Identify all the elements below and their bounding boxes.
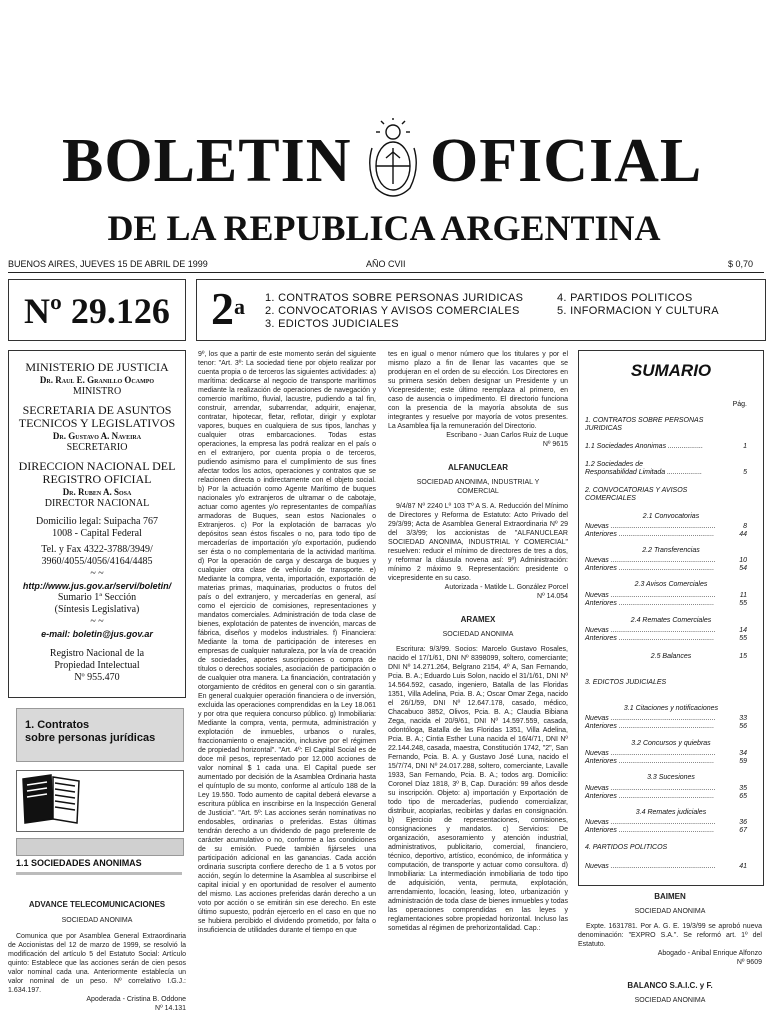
- secretary-name: Dr. Gustavo A. Naveira: [52, 431, 142, 441]
- sumario-item-2-3: 2.3 Avisos Comerciales: [634, 581, 708, 588]
- page-number: 36: [739, 819, 747, 826]
- notice-body-alfanuclear: 9/4/87 Nº 2240 Lº 103 Tº A S. A. Reducción del Mínimo de Directores y Reforma de Estatuto: Acto Privado del 29/3/99; Acta de Asamblea General Extraordinaria Nº 29 del 3/3/99; los accionistas de "ALFANUCLEAR SOCIEDAD ANONIMA, INDUSTRIAL Y COMERCIAL" resuelven: reducir el mínimo de directores de tres a dos, y reformar la cláusula novena así: 9º) Administración: mínimo 2 máximo 9. Representación: presidente o vicepresidente en su caso.: [388, 503, 568, 582]
- website-link[interactable]: http://www.jus.gov.ar/servi/boletin/: [22, 581, 172, 591]
- sumario-item-2-3-anteriores[interactable]: [585, 600, 757, 608]
- notice-signature-2: Autorizada - Matilde L. González Porcel: [444, 584, 568, 591]
- company-type-balanco: SOCIEDAD ANONIMA: [634, 997, 706, 1004]
- company-name: ADVANCE TELECOMUNICACIONES: [28, 900, 166, 909]
- company-name-alfanuclear: ALFANUCLEAR: [448, 463, 508, 472]
- sumario-section-2[interactable]: [585, 487, 757, 503]
- notice-number: Nº 14.131: [155, 1005, 186, 1012]
- divider-tilde-2: ~ ~: [90, 616, 104, 627]
- dateline: BUENOS AIRES, JUEVES 15 DE ABRIL DE 1999: [8, 259, 208, 269]
- nuevas-label: Nuevas ......................................................: [585, 627, 716, 634]
- summary-line: Sumario 1ª Sección: [57, 592, 137, 603]
- page-number: 54: [739, 565, 747, 572]
- sumario-section-4[interactable]: 4. PARTIDOS POLITICOS: [585, 844, 668, 851]
- registry-line-2: Propiedad Intelectual: [54, 660, 140, 671]
- subsection-heading: 1.1 SOCIEDADES ANONIMAS: [16, 858, 142, 868]
- anteriores-label: Anteriores .................................................: [585, 635, 715, 642]
- nuevas-label: Nuevas ......................................................: [585, 557, 716, 564]
- sumario-item-3-2-nuevas[interactable]: [585, 750, 757, 758]
- address-line: Domicilio legal: Suipacha 767: [36, 516, 158, 527]
- section-heading-line-1: 1. Contratos: [25, 719, 90, 731]
- sumario-item-1-2-label-2: Responsabilidad Limitada ..................: [585, 469, 703, 476]
- page-column-header: Pág.: [732, 401, 747, 408]
- page-number: 10: [739, 557, 747, 564]
- notice-number-1: Nº 9615: [542, 441, 568, 448]
- left-notice: [8, 900, 186, 1013]
- header-rule: [8, 272, 764, 273]
- sumario-section-2-label: 2. CONVOCATORIAS Y AVISOS: [585, 487, 688, 494]
- sumario-item-1-1-label: 1.1 Sociedades Anonimas ..................: [585, 443, 704, 450]
- masthead-title-right: OFICIAL: [430, 127, 703, 195]
- divider-tilde-1: ~ ~: [90, 568, 104, 579]
- director-name: Dr. Ruben A. Sosa: [62, 487, 132, 497]
- anteriores-label: Anteriores .................................................: [585, 600, 715, 607]
- book-illustration-box: [16, 770, 184, 832]
- sumario-section-1-label-2: JURIDICAS: [585, 425, 622, 432]
- anteriores-label: Anteriores .................................................: [585, 723, 715, 730]
- page-number: 65: [739, 793, 747, 800]
- sumario-item-2-4: 2.4 Remates Comerciales: [630, 617, 712, 624]
- anteriores-label: Anteriores .................................................: [585, 531, 715, 538]
- sumario-item-3-2-anteriores[interactable]: [585, 758, 757, 766]
- page-number: 44: [739, 531, 747, 538]
- page-number: 11: [739, 592, 747, 599]
- notice-signature-1: Escribano - Juan Carlos Ruiz de Luque: [446, 432, 568, 439]
- minister-name: Dr. Raul E. Granillo Ocampo: [39, 375, 155, 385]
- masthead-title-left: BOLETIN: [62, 127, 352, 195]
- sumario-item-2-1-anteriores[interactable]: [585, 531, 757, 539]
- issue-number: Nº 29.126: [8, 279, 186, 341]
- sumario-section-1-label: 1. CONTRATOS SOBRE PERSONAS: [585, 417, 704, 424]
- notice-body-baimen: Expte. 1631781. Por A. G. E. 19/3/99 se aprobó nueva denominación: "EXPRO S.A.". Se reformó art. 1º del Estatuto.: [578, 923, 762, 948]
- sumario-item-3-1-anteriores[interactable]: [585, 723, 757, 731]
- nuevas-label: Nuevas ......................................................: [585, 715, 716, 722]
- year-label: AÑO CVII: [366, 259, 406, 269]
- page-number: 55: [739, 635, 747, 642]
- section-item-1: 1. CONTRATOS SOBRE PERSONAS JURIDICAS: [265, 292, 524, 304]
- sumario-item-1-2-label: 1.2 Sociedades de: [585, 461, 643, 468]
- section-number-digit: 2: [211, 283, 234, 334]
- phone-line-2: 3960/4055/4056/4164/4485: [41, 556, 153, 567]
- sumario-item-2-5[interactable]: [585, 653, 757, 661]
- secretary-title: SECRETARIO: [66, 442, 128, 453]
- secretariat-name-2: TECNICOS Y LEGISLATIVOS: [18, 416, 176, 430]
- section-item-2: 2. CONVOCATORIAS Y AVISOS COMERCIALES: [265, 305, 520, 317]
- email-link[interactable]: e-mail: boletin@jus.gov.ar: [41, 629, 153, 639]
- sumario-item-2-2: 2.2 Transferencias: [642, 547, 700, 554]
- sumario-item-2-2-nuevas[interactable]: [585, 557, 757, 565]
- gray-separator-line: [16, 872, 182, 875]
- anteriores-label: Anteriores .................................................: [585, 565, 715, 572]
- sumario-section-2-label-2: COMERCIALES: [585, 495, 636, 502]
- section-item-4: 4. PARTIDOS POLITICOS: [557, 292, 693, 304]
- notice-body: Comunica que por Asamblea General Extraordinaria de Accionistas del 12 de marzo de 1999, se resolvió la modificación del artículo 5 del Estatuto Social: Artículo quinto: Establece que las acciones serán de cien pesos valor nominal cada una. Anteriormente establecía un valor nominal de un peso. Nº correlativo I.G.J.: 1.634.197.: [8, 933, 186, 994]
- sumario-item-2-4-anteriores[interactable]: [585, 635, 757, 643]
- price-label: $ 0,70: [728, 259, 754, 269]
- coat-of-arms-emblem: [364, 118, 422, 198]
- anteriores-label: Anteriores .................................................: [585, 827, 715, 834]
- sumario-box: [578, 350, 764, 886]
- page-number: 33: [739, 715, 747, 722]
- directorate-name-1: DIRECCION NACIONAL DEL: [18, 459, 176, 473]
- column-middle-left-text: 9º, los que a partir de este momento serán del siguiente tenor: "Art. 3º: La sociedad tiene por objeto realizar por cuenta propia o de terceros las siguientes actividades: a) marítima: dedicarse al negocio de transporte marítimos mediante la realización de operaciones de navegación y comercio marítimo, fluvial, lacustre, pudiendo a tal fin, construir, arrendar, subarrendar, adquirir, enajenar, contratar, hipotecar, fletar, reflotar, dirigir y explotar vapores, buques en cualquiera de sus tipos, lanchas y cualquier otras embarcaciones. Todas estas operaciones, la empresa las podrá realizar en el país o en el extranjero, por cuenta propia o de terceros, pudiendo asimismo para el cumplimiento de sus fines afectar todos los actos, operaciones y contratos que se relacionen directa o indirectamente con el objeto social. b) Por la actuación como Agente Marítimo de buques nacionales y/o extranjeros de ultramar o de cabotaje, actuar como agentes y/o representantes de compañías armadoras de Buques, sean estos Nacionales o Extranjeros. c) Por la explotación de barracas y/o depósitos sean éstos fiscales o no, para todo tipo de mercaderías de importación y/o exportación, pudiendo ser ésta o no complementaria de la actividad marítima. d) Por la operación de carga y descarga de buques y cualquier otra clase de vehículo de transporte. e) Mediante la compra, venta, importación, exportación de materias primas, maquinarias, productos o frutos del país o del extranjero, y mercaderías en general, así como el ejercicio de comisiones, representaciones y mandatos comerciales. Administración de toda clase de bienes, explotación de patentes de invención, marcas de fábrica, diseños y modelos industriales. f) Financiera: Mediante la toma de participación de intereses en empresas de cualquier naturaleza, por la vía de creación de sociedades, aportes suscripciones o compra de títulos o derechos sociales, asociación de participación o de cualquier otra manera. La financiación, contratación y otorgamiento de créditos en general con o sin garantía. En general cualquier operación financiera o de inversión, excluida las operaciones comprendidas en la Ley 18.061 y por otra que requiera concurso público. g) Inmobiliaria: Mediante la compra, venta, permuta, administración y explotación de inmuebles, urbanos o rurales, fraccionamiento o enajenación, inclusive por el régimen de propiedad horizontal". "Art. 4º: El Capital Social es de doce mil pesos, representado por 12.000 acciones de valor nominal $ 1 cada una. El Capital puede ser aumentado por decisión de la Asamblea Ordinaria hasta el quíntuplo de su monto, conforme al artículo 188 de la Ley 19.550. Todo aumento de capital deberá elevarse a escritura pública en inscribirse en la Inspección General de Justicia". "Art. 5º: Las acciones serán nominativas no endosables, ordinarias o preferidas. Estas últimas tendrán derecho a un dividendo de pago preferente de carácter acumulativo o no, conforme a las condiciones de su emisión. Puede también fijárseles una participación adicional en las ganancias. Cada acción ordinaria suscripta confiere derecho de 1 a 5 votos por acción, según lo determine la Asamblea al suscribirse el capital inicial y en oportunidad de resolver el aumento del mismo. Las acciones preferidas darán derecho a un voto por acción o se emitirán sin ese derecho. En este último supuesto, podrán ejercerlo en el caso en que no se hubiera percibido el dividendo prometido, por falta o insuficiencia de utilidades durante el tiempo en que: [198, 351, 376, 934]
- company-name-aramex: ARAMEX: [460, 615, 496, 624]
- page-number: 55: [739, 600, 747, 607]
- phone-line-1: Tel. y Fax 4322-3788/3949/: [41, 544, 153, 555]
- company-type-aramex: SOCIEDAD ANONIMA: [442, 631, 514, 638]
- ministry-name: MINISTERIO DE JUSTICIA: [25, 360, 169, 374]
- page-number: 41: [739, 863, 747, 870]
- registry-line-1: Registro Nacional de la: [49, 648, 145, 659]
- right-notices: [578, 892, 762, 1005]
- page-number: 15: [739, 653, 747, 660]
- gray-separator-bar: [16, 838, 184, 856]
- sumario-item-3-3-nuevas[interactable]: [585, 785, 757, 793]
- notice-number-baimen: Nº 9609: [736, 959, 762, 966]
- sumario-item-2-1-nuevas[interactable]: [585, 523, 757, 531]
- company-type-alfanuclear-2: COMERCIAL: [457, 488, 499, 495]
- director-title: DIRECTOR NACIONAL: [44, 498, 150, 509]
- company-type-baimen: SOCIEDAD ANONIMA: [634, 908, 706, 915]
- sumario-item-2-3-nuevas[interactable]: [585, 592, 757, 600]
- section-heading-line-2: sobre personas jurídicas: [25, 732, 156, 744]
- page-number: 56: [739, 723, 747, 730]
- sumario-item-3-3: 3.3 Sucesiones: [647, 774, 695, 781]
- notice-continuation: tes en igual o menor número que los titulares y por el mismo plazo a fin de llenar las vacantes que se produjeran en el orden de su elección. Los Directores en su primera sesión deben designar un Presidente y un Vicepresidente; este último reemplaza al primero, en caso de ausencia o impedimento. El directorio funciona con la presencia de la mayoría absoluta de sus integrantes y resuelve por mayoría de votos presentes. La Asamblea fija la remuneración del Directorio.: [388, 351, 568, 430]
- minister-title: MINISTRO: [72, 386, 122, 397]
- sumario-item-1-1[interactable]: [585, 443, 757, 451]
- page-number: 35: [739, 785, 747, 792]
- sumario-item-3-1: 3.1 Citaciones y notificaciones: [623, 705, 719, 712]
- page-number: 67: [739, 827, 747, 834]
- anteriores-label: Anteriores .................................................: [585, 758, 715, 765]
- section-list-right: [557, 292, 719, 318]
- sumario-item-3-2: 3.2 Concursos y quiebras: [631, 740, 711, 747]
- city-line: 1008 - Capital Federal: [52, 528, 142, 539]
- sumario-item-3-4-anteriores[interactable]: [585, 827, 757, 835]
- directorate-name-2: REGISTRO OFICIAL: [42, 472, 152, 486]
- notice-body-aramex: Escritura: 9/3/99. Socios: Marcelo Gustavo Rosales, nacido el 17/1/61, DNI Nº 8398099, soltero, comerciante; DNI Nº 14.271.264, Belgrano 2154, 4º A, San Fernando, Pcia. B. A.; Eduardo Luis Solon, nacido el 31/1/61, DNI Nº 14.564.592, casado, ingeniero, Batalla de las Floridas 1351, Villa Adelina, Pcia. B. A.; Oscar Omar Zega, nacido el 26/1/59, DNI Nº 12.647.178, casado, médico, Chacabuco 3852, Olivos, Pcia. B. A.; Claudia Bibiana Zega, nacida el 20/9/61, DNI Nº 14.597.559, casada, odontóloga, Batalla de las Floridas 1351, Villa Adelina, Pcia. B. A.; Cintia Esther Luna nacida el 16/4/71, DNI Nº 22.144.248, casada, maestra, Constitución 1742, "2", San Fernando, Pcia. B. A. y Gustavo José Luna, nacido el 15/7/74, DNI Nº 24.017.288, soltero, comerciante, Lavalle 1933, San Fernando, Pcia. B. A.; todos arg. Domicilio: Coronel Díaz 1818, 3º B, Cap. Duración: 99 años desde su inscripción. Objeto: a) importación y Exportación de todo tipo de mercaderías, pudiendo comercializar, distribuir, acopiarlas, recibirlas y darlas en consignación. b) Ejercicio de representaciones, comisiones, consignaciones y mandatos. c) Servicios: De organización, asesoramiento y atención industrial, administrativos, publicitario, comercial, financiero, técnico, deportivo, artístico, económico, de informática y computación, de transporte y actuar como consultora. d) Inmobiliaria: La intermediación inmobiliaria de todo tipo de adquisición, venta, permuta, explotación, arrendamiento, locación, leasing, loteo, urbanización y administración de toda clase de bienes inmuebles y todas las operaciones comprendidas en las leyes y reglamentaciones sobre propiedad horizontal. Incluso las sometidas al régimen de prehorizontalidad. Cap.:: [388, 646, 568, 932]
- nuevas-label: Nuevas ......................................................: [585, 785, 716, 792]
- page-number: 34: [739, 750, 747, 757]
- section-heading: [25, 719, 155, 745]
- sumario-section-1[interactable]: [585, 417, 757, 433]
- section-item-3: 3. EDICTOS JUDICIALES: [265, 318, 399, 330]
- section-box: [196, 279, 766, 341]
- notice-signature-baimen: Abogado - Anibal Enrique Alfonzo: [657, 950, 762, 957]
- nuevas-label: Nuevas ......................................................: [585, 523, 716, 530]
- sumario-item-3-4-nuevas[interactable]: [585, 819, 757, 827]
- sumario-item-1-2-page: 5: [743, 469, 747, 476]
- nuevas-label: Nuevas ......................................................: [585, 592, 716, 599]
- nuevas-label: Nuevas ......................................................: [585, 750, 716, 757]
- book-icon: [17, 771, 181, 829]
- sumario-item-1-2[interactable]: [585, 461, 757, 477]
- sumario-item-2-2-anteriores[interactable]: [585, 565, 757, 573]
- company-type-alfanuclear-1: SOCIEDAD ANONIMA, INDUSTRIAL Y: [416, 479, 540, 486]
- section-number-suffix: a: [234, 294, 245, 319]
- section-list-left: [265, 292, 523, 331]
- notice-signature: Apoderada - Cristina B. Oddone: [86, 996, 186, 1003]
- company-name-balanco: BALANCO S.A.I.C. y F.: [627, 981, 713, 990]
- notice-number-2: Nº 14.054: [537, 593, 568, 600]
- sumario-item-4-nuevas[interactable]: [585, 863, 757, 871]
- section-item-5: 5. INFORMACION Y CULTURA: [557, 305, 719, 317]
- sumario-item-3-4: 3.4 Remates judiciales: [635, 809, 707, 816]
- sumario-item-3-1-nuevas[interactable]: [585, 715, 757, 723]
- sumario-item-2-5-label: 2.5 Balances: [650, 653, 692, 660]
- summary-subline: (Síntesis Legislativa): [54, 604, 140, 615]
- nuevas-label: Nuevas ......................................................: [585, 819, 716, 826]
- nuevas-label: Nuevas ......................................................: [585, 863, 716, 870]
- sumario-item-2-4-nuevas[interactable]: [585, 627, 757, 635]
- sumario-title: SUMARIO: [630, 361, 712, 380]
- sumario-item-1-1-page: 1: [743, 443, 747, 450]
- sumario-section-3[interactable]: 3. EDICTOS JUDICIALES: [585, 679, 667, 686]
- page-number: 59: [739, 758, 747, 765]
- sumario-item-3-3-anteriores[interactable]: [585, 793, 757, 801]
- section-number: [211, 283, 245, 335]
- page-number: 8: [743, 523, 747, 530]
- company-type: SOCIEDAD ANONIMA: [61, 917, 133, 924]
- secretariat-name-1: SECRETARIA DE ASUNTOS: [22, 403, 172, 417]
- anteriores-label: Anteriores .................................................: [585, 793, 715, 800]
- sumario-item-2-1: 2.1 Convocatorias: [642, 513, 700, 520]
- page-number: 14: [739, 627, 747, 634]
- ministry-box: [8, 350, 186, 698]
- column-middle-left: [198, 350, 376, 1024]
- column-middle-right: [388, 350, 568, 1024]
- section-heading-box: [16, 708, 184, 762]
- registry-number: Nº 955.470: [74, 672, 120, 683]
- company-name-baimen: BAIMEN: [654, 892, 686, 901]
- masthead-subtitle: DE LA REPUBLICA ARGENTINA: [107, 208, 661, 248]
